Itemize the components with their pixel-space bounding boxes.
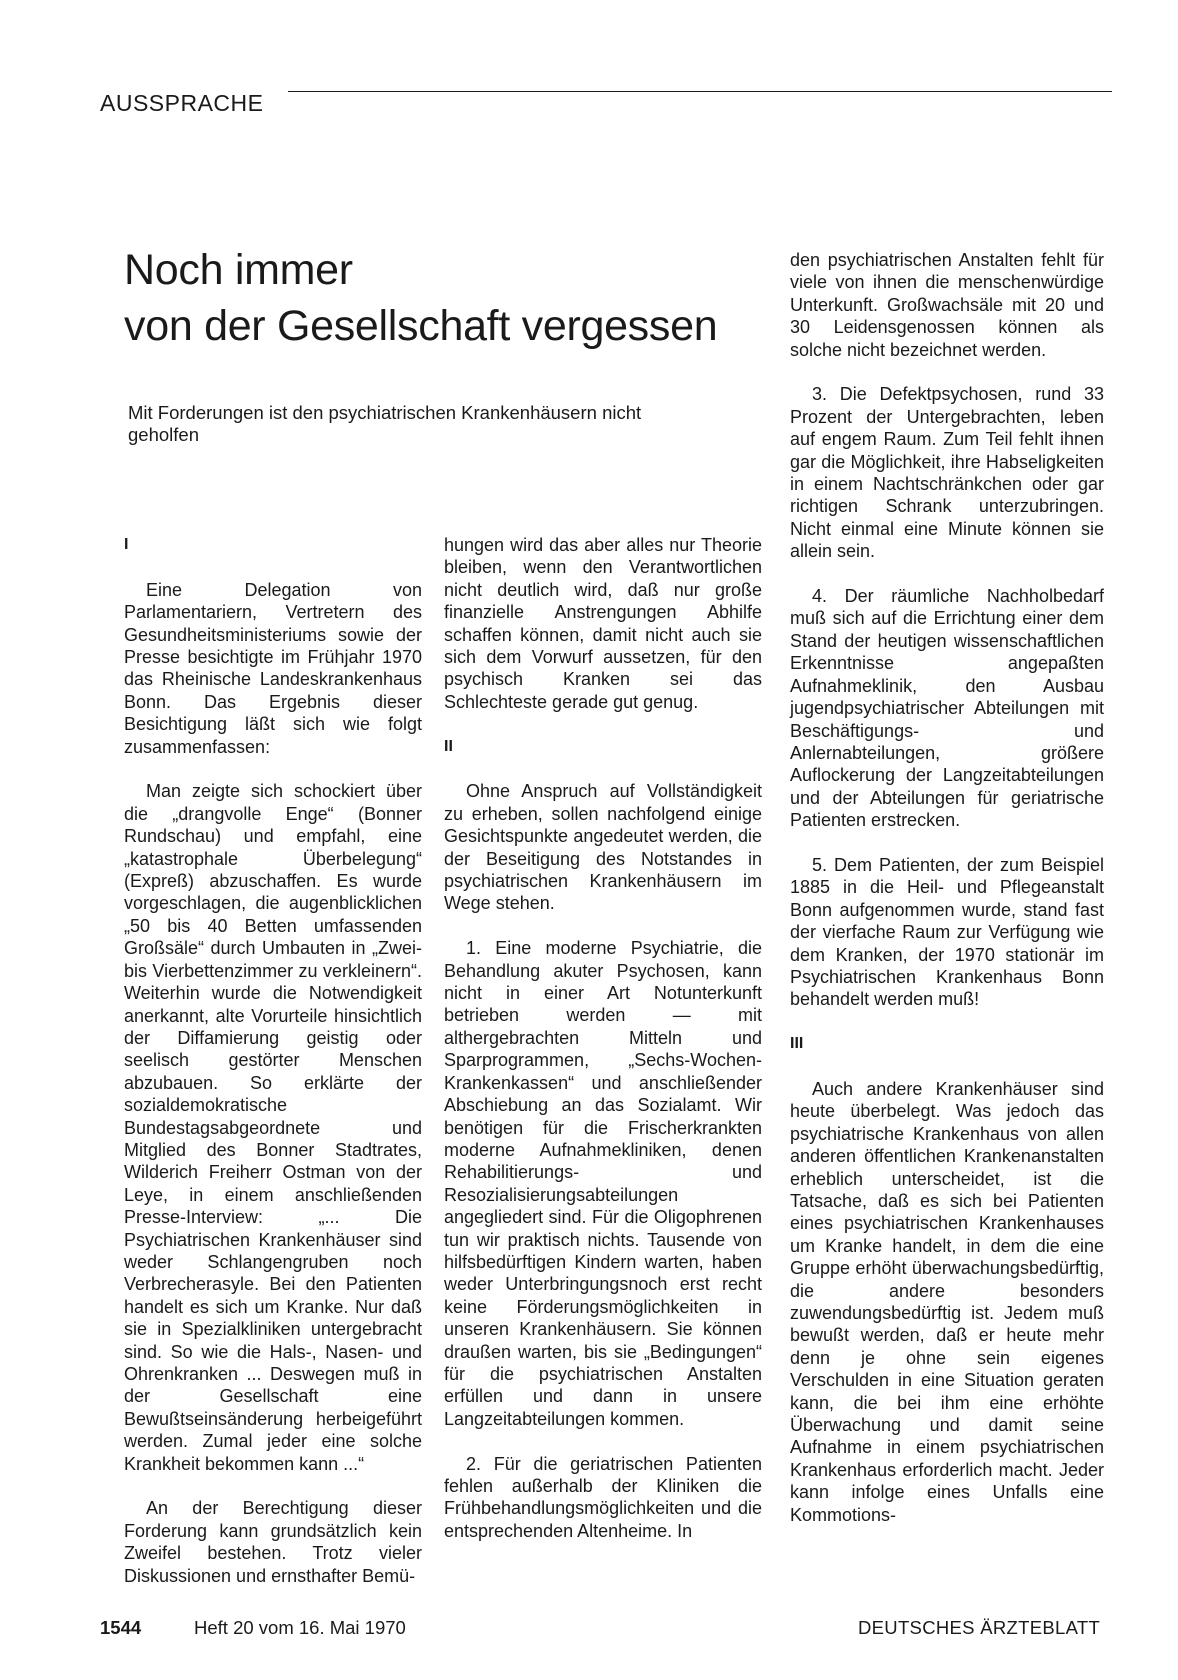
text-column-2: [444, 534, 762, 1565]
article-title: [124, 242, 774, 354]
text-column-3: [790, 249, 1104, 1548]
page-number: 1544: [100, 1617, 142, 1638]
issue-line: Heft 20 vom 16. Mai 1970: [194, 1617, 406, 1638]
paragraph: 5. Dem Patienten, der zum Beispiel 1885 in die Heil- und Pflegeanstalt Bonn aufgenommen wurde, stand fast der vierfache Raum zur Verfügung wie dem Kranken, der 1970 stationär im Psychiatrischen Krankenhaus Bonn behandelt werden muß!: [790, 854, 1104, 1010]
paragraph: 4. Der räumliche Nachholbedarf muß sich auf die Errichtung einer dem Stand der heutigen wissenschaftlichen Erkenntnisse angepaßten Aufnahmeklinik, den Ausbau jugendpsychiatrischer Abteilungen mit Beschäftigungs- und Anlernabteilungen, größere Auflockerung der Langzeitabteilungen und der Abteilungen für geriatrische Patienten erstrecken.: [790, 586, 1104, 831]
paragraph: 1. Eine moderne Psychiatrie, die Behandlung akuter Psychosen, kann nicht in einer Art Notunterkunft betrieben werden — mit althergebrachten Mitteln und Sparprogrammen, „Sechs-Wochen-Krankenkassen“ und anschließender Abschiebung an das Sozialamt. Wir benötigen für die Frischerkrankten moderne Aufnahmekliniken, denen Rehabilitierungs- und Resozialisierungsabteilungen angegliedert sind. Für die Oligophrenen tun wir praktisch nichts. Tausende von hilfsbedürftigen Kindern warten, haben weder Unterbringungsnoch erst recht keine Förderungsmöglichkeiten in unseren Krankenhäusern. Sie können draußen warten, bis sie „Bedingungen“ für die psychiatrischen Anstalten erfüllen und dann in unsere Langzeitabteilungen kommen.: [444, 938, 762, 1429]
section-heading-2: II: [444, 737, 453, 755]
journal-name: DEUTSCHES ÄRZTEBLATT: [858, 1617, 1101, 1638]
paragraph-continued: hungen wird das aber alles nur Theorie bleiben, wenn den Verantwortlichen nicht deutlich wird, daß nur große finanzielle Anstrengungen Abhilfe schaffen können, damit nicht auch sie sich dem Vorwurf aussetzen, für den psychisch Kranken sei das Schlechteste gerade gut genug.: [444, 535, 762, 712]
section-label: AUSSPRACHE: [100, 90, 264, 116]
paragraph: 3. Die Defektpsychosen, rund 33 Prozent der Untergebrachten, leben auf engem Raum. Zum Teil fehlt ihnen gar die Möglichkeit, ihre Habseligkeiten in einem Nachtschränkchen oder gar richtigen Schrank unterzubringen. Nicht einmal eine Minute können sie allein sein.: [790, 384, 1104, 562]
section-heading-3: III: [790, 1035, 804, 1053]
section-heading-1: I: [124, 536, 129, 553]
paragraph: Auch andere Krankenhäuser sind heute überbelegt. Was jedoch das psychiatrische Krankenhaus von allen anderen öffentlichen Krankenanstalten erheblich unterscheidet, ist die Tatsache, daß es sich bei Patienten eines psychiatrischen Krankenhauses um Kranke handelt, in dem die eine Gruppe erhöht überwachungsbedürftig, die andere besonders zuwendungsbedürftig ist. Jedem muß bewußt werden, daß er heute mehr denn je ohne sein eigenes Verschulden in eine Situation geraten kann, die bei ihm eine erhöhte Überwachung und damit seine Aufnahme in einem psychiatrischen Krankenhaus erforderlich macht. Jeder kann infolge eines Unfalls eine Kommotions-: [790, 1078, 1104, 1525]
header-rule: [288, 91, 1112, 92]
paragraph-continued: den psychiatrischen Anstalten fehlt für viele von ihnen die menschenwürdige Unterkunft. Großwachsäle mit 20 und 30 Leidensgenossen können als solche nicht bezeichnet werden.: [790, 250, 1104, 360]
article-subtitle: Mit Forderungen ist den psychiatrischen Krankenhäusern nicht geholfen: [128, 402, 642, 445]
article-title-line-1: Noch immer: [124, 246, 353, 294]
paragraph: 2. Für die geriatrischen Patienten fehlen außerhalb der Kliniken die Frühbehandlungsmöglichkeiten und die entsprechenden Altenheime. In: [444, 1453, 762, 1541]
article-title-line-2: von der Gesellschaft vergessen: [124, 302, 718, 350]
paragraph: Man zeigte sich schockiert über die „drangvolle Enge“ (Bonner Rundschau) und empfahl, eine „katastrophale Überbelegung“ (Expreß) abzuschaffen. Es wurde vorgeschlagen, die augenblicklichen „50 bis 40 Betten umfassenden Großsäle“ durch Umbauten in „Zwei- bis Vierbettenzimmer zu verkleinern“. Weiterhin wurde die Notwendigkeit anerkannt, alte Vorurteile hinsichtlich der Diffamierung geistig oder seelisch gestörter Menschen abzubauen. So erklärte der sozialdemokratische Bundestagsabgeordnete und Mitglied des Bonner Stadtrates, Wilderich Freiherr Ostman von der Leye, in einem anschließenden Presse-Interview: „... Die Psychiatrischen Krankenhäuser sind weder Schlangengruben noch Verbrecherasyle. Bei den Patienten handelt es sich um Kranke. Nur daß sie in Spezialkliniken untergebracht sind. So wie die Hals-, Nasen- und Ohrenkranken ... Deswegen muß in der Gesellschaft eine Bewußtseinsänderung herbeigeführt werden. Zumal jeder eine solche Krankheit bekommen kann ...“: [124, 781, 422, 1474]
paragraph: Eine Delegation von Parlamentariern, Vertretern des Gesundheitsministeriums sowie der Presse besichtigte im Frühjahr 1970 das Rheinische Landeskrankenhaus Bonn. Das Ergebnis dieser Besichtigung läßt sich wie folgt zusammenfassen:: [124, 579, 422, 757]
paragraph: An der Berechtigung dieser Forderung kann grundsätzlich kein Zweifel bestehen. Trotz vieler Diskussionen und ernsthafter Bemü-: [124, 1498, 422, 1586]
paragraph: Ohne Anspruch auf Vollständigkeit zu erheben, sollen nachfolgend einige Gesichtspunkte angedeutet werden, die der Beseitigung des Notstandes in psychiatrischen Krankenhäusern im Wege stehen.: [444, 781, 762, 914]
text-column-1: [124, 534, 422, 1609]
